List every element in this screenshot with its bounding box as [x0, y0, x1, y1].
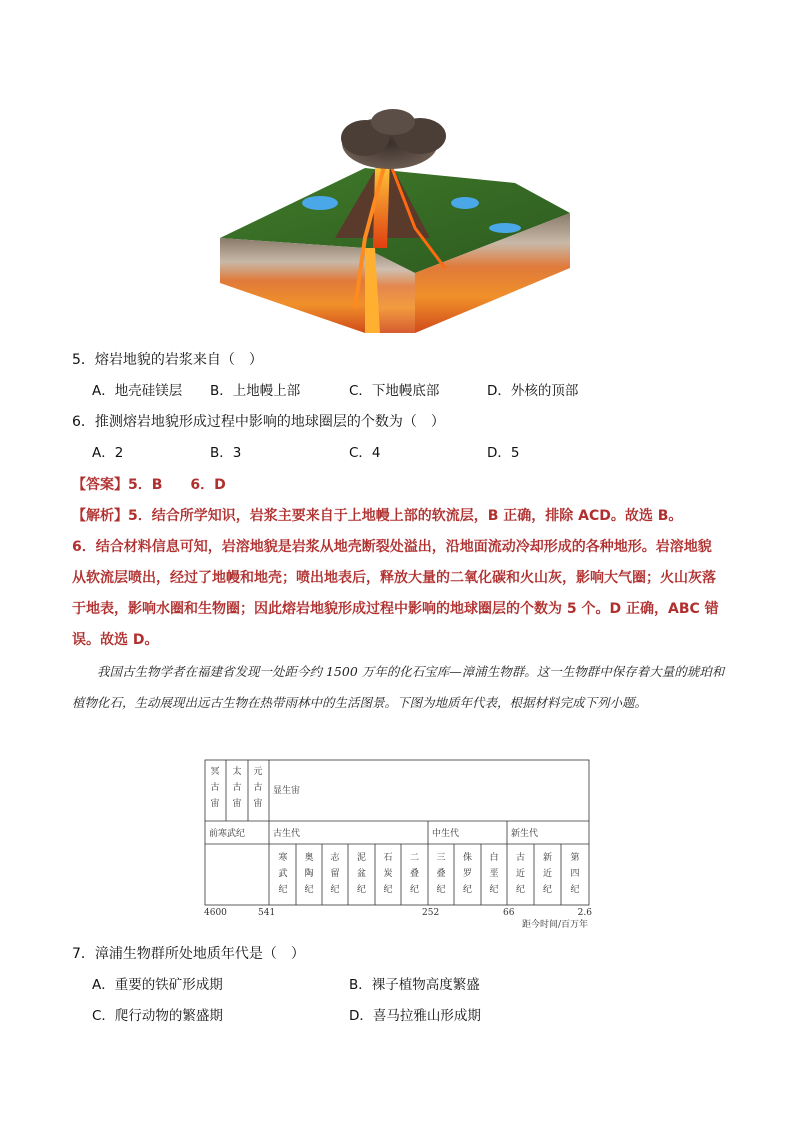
period-12-char: 纪	[570, 885, 580, 895]
tick-252: 252	[422, 908, 440, 918]
period-10-char: 纪	[515, 885, 526, 895]
volcano-block-illustration	[215, 108, 575, 338]
period-11-char: 新	[542, 853, 553, 863]
period-11-char: 近	[542, 869, 553, 879]
period-5	[383, 852, 392, 895]
period-2	[304, 851, 313, 895]
period-12	[570, 851, 579, 895]
period-11	[543, 851, 552, 895]
era-cenozoic: 新生代	[511, 829, 539, 839]
q5-option-c[interactable]: C．下地幔底部	[349, 383, 440, 399]
q7-option-a[interactable]: A．重要的铁矿形成期	[92, 977, 223, 993]
q7-option-c[interactable]: C．爬行动物的繁盛期	[92, 1008, 223, 1024]
period-9	[489, 851, 498, 895]
q5-option-b[interactable]: B．上地幔上部	[210, 383, 301, 399]
question-5-stem: 5．熔岩地貌的岩浆来自（ ）	[72, 352, 263, 368]
eon-archean-c1: 太	[232, 767, 242, 777]
question-6-stem: 6．推测熔岩地貌形成过程中影响的地球圈层的个数为（ ）	[72, 414, 445, 430]
eon-hadean-c3: 宙	[210, 799, 220, 809]
eon-archean-c2: 古	[232, 783, 242, 793]
period-8	[463, 851, 472, 895]
period-2-char: 纪	[304, 885, 314, 895]
period-3	[330, 851, 340, 895]
period-2-char: 陶	[304, 869, 314, 879]
precambrian-label: 前寒武纪	[209, 829, 246, 839]
period-7-char: 叠	[436, 869, 446, 879]
period-12-char: 第	[570, 853, 580, 863]
period-10-char: 近	[515, 869, 526, 879]
q6-option-a[interactable]: A．2	[92, 445, 124, 461]
period-6-char: 叠	[409, 869, 420, 879]
q6-option-c[interactable]: C．4	[349, 445, 381, 461]
period-2-char: 奥	[304, 853, 314, 863]
q7-option-d[interactable]: D．喜马拉雅山形成期	[349, 1008, 481, 1024]
period-4-char: 盆	[356, 869, 367, 879]
question-7-stem: 7．漳浦生物群所处地质年代是（ ）	[72, 946, 305, 962]
eon-hadean-c1: 冥	[210, 767, 220, 777]
eon-archean	[232, 765, 241, 809]
q7-option-b[interactable]: B．裸子植物高度繁盛	[349, 977, 480, 993]
period-1	[278, 851, 287, 895]
axis-label: 距今时间/百万年	[521, 920, 588, 930]
period-9-char: 白	[489, 853, 499, 863]
period-1-char: 寒	[278, 853, 288, 863]
analysis-line-1	[72, 506, 682, 526]
answer-line	[72, 475, 226, 495]
eon-hadean-c2: 古	[210, 783, 220, 793]
period-5-char: 炭	[383, 869, 393, 879]
eon-proterozoic-c3: 宙	[253, 799, 263, 809]
answer-text: 5．B 6．D	[128, 477, 226, 493]
period-10-char: 古	[515, 853, 526, 863]
period-10	[516, 851, 525, 895]
period-4-char: 纪	[356, 885, 367, 895]
eon-phanerozoic: 显生宙	[273, 786, 301, 796]
period-5-char: 纪	[383, 885, 393, 895]
era-mesozoic: 中生代	[432, 829, 460, 839]
eon-hadean	[210, 766, 219, 809]
tick-4600: 4600	[204, 908, 227, 918]
material-paragraph: 我国古生物学者在福建省发现一处距今约 1500 万年的化石宝库—漳浦生物群。这一生物群中保存着大量的琥珀和植物化石，生动展现出远古生物在热带雨林中的生活图景。下图为地质年代表，根据材料完成下列小题。	[72, 664, 725, 710]
analysis-q5: 5．结合所学知识，岩浆主要来自于上地幔上部的软流层，B 正确，排除 ACD。故选 B。	[128, 508, 683, 524]
eon-archean-c3: 宙	[232, 799, 242, 809]
period-6	[410, 853, 419, 895]
analysis-tag: 【解析】	[72, 508, 128, 524]
period-9-char: 垩	[489, 869, 499, 879]
period-11-char: 纪	[542, 885, 553, 895]
era-paleozoic: 古生代	[273, 829, 301, 839]
tick-541: 541	[258, 908, 276, 918]
period-1-char: 武	[278, 869, 288, 879]
q6-option-d[interactable]: D．5	[487, 445, 520, 461]
period-4-char: 泥	[356, 853, 367, 863]
period-4	[357, 852, 366, 895]
period-12-char: 四	[570, 869, 580, 879]
period-7-char: 纪	[436, 885, 446, 895]
period-3-char: 志	[330, 853, 340, 863]
period-6-char: 二	[409, 853, 420, 863]
eon-proterozoic	[253, 766, 262, 809]
eon-proterozoic-c1: 元	[253, 767, 263, 777]
period-9-char: 纪	[489, 885, 499, 895]
eon-proterozoic-c2: 古	[253, 783, 263, 793]
period-8-char: 纪	[462, 885, 473, 895]
tick-66: 66	[503, 908, 515, 918]
period-8-char: 罗	[462, 869, 473, 879]
period-7-char: 三	[436, 853, 446, 863]
period-7	[436, 852, 445, 895]
analysis-q6: 6．结合材料信息可知，岩溶地貌是岩浆从地壳断裂处溢出，沿地面流动冷却形成的各种地形。岩溶地貌从软流层喷出，经过了地幔和地壳；喷出地表后，释放大量的二氧化碳和火山灰，影响大气圈；火山灰落于地表，影响水圈和生物圈；因此熔岩地貌形成过程中影响的地球圈层的个数为 5 个。D 正确，ABC 错误。故选 D。	[72, 539, 719, 648]
q5-option-a[interactable]: A．地壳硅镁层	[92, 383, 183, 399]
period-5-char: 石	[383, 853, 393, 863]
q6-option-b[interactable]: B．3	[210, 445, 242, 461]
period-3-char: 纪	[330, 885, 340, 895]
geologic-time-table	[200, 757, 595, 932]
period-3-char: 留	[330, 869, 340, 879]
tick-2-6: 2.6	[577, 908, 592, 918]
answer-tag: 【答案】	[72, 477, 128, 493]
period-6-char: 纪	[409, 885, 420, 895]
q5-option-d[interactable]: D．外核的顶部	[487, 383, 579, 399]
period-8-char: 侏	[462, 853, 473, 863]
period-1-char: 纪	[278, 885, 288, 895]
